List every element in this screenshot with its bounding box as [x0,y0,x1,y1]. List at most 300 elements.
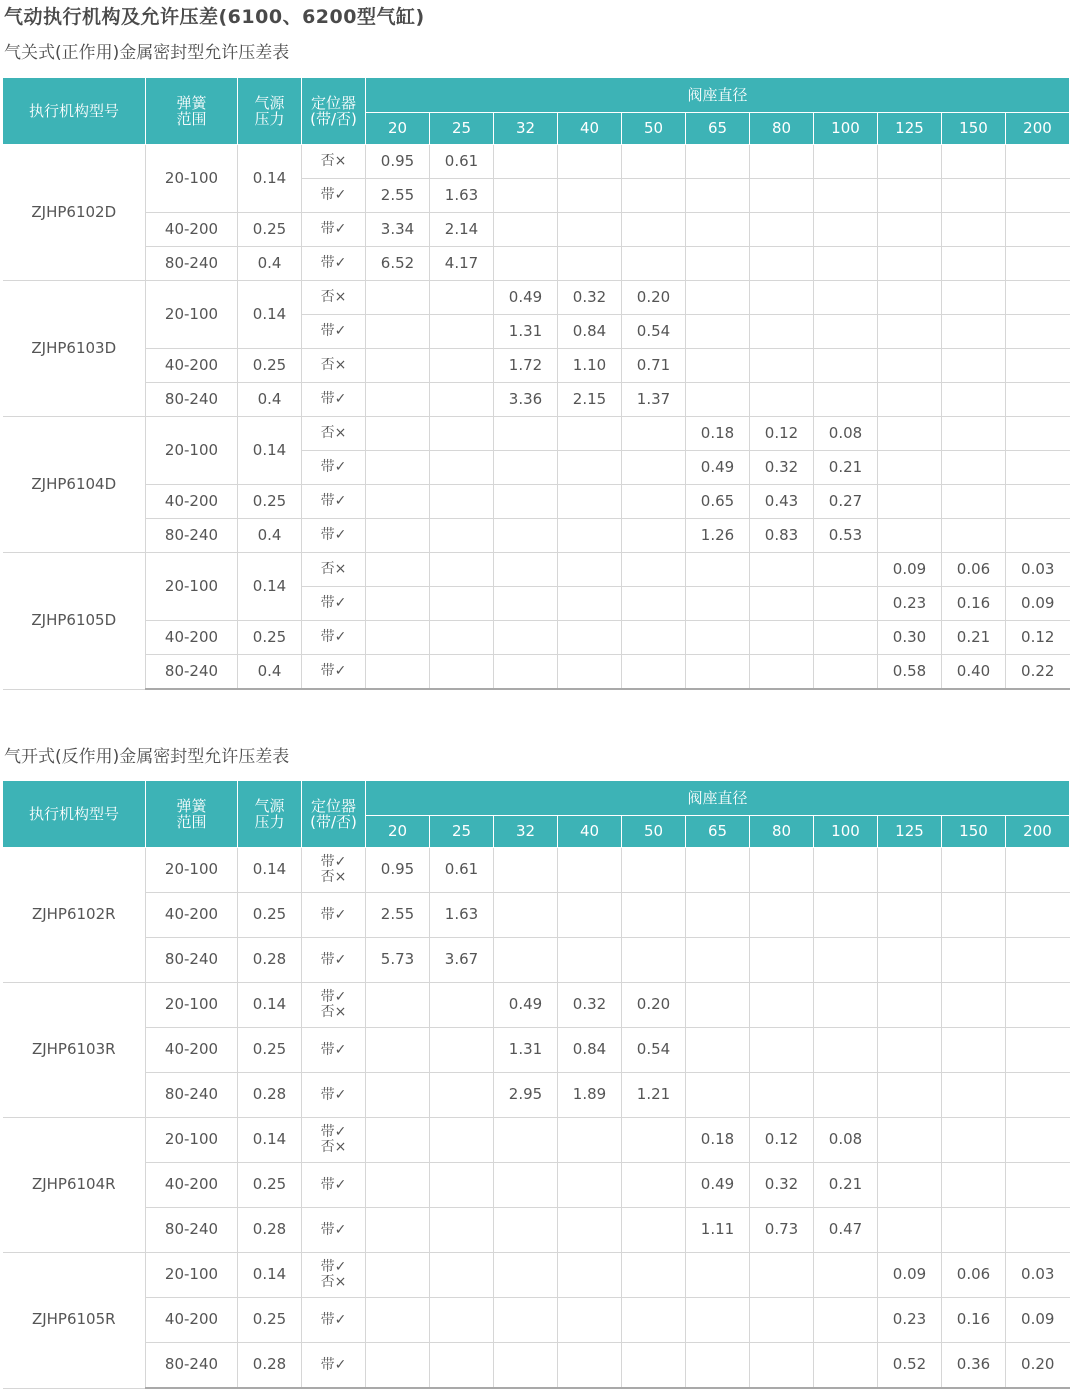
positioner-cell: 带✓ [302,451,366,485]
table1-subtitle: 气关式(正作用)金属密封型允许压差表 [4,43,290,63]
value-cell [750,349,814,383]
value-cell: 0.54 [622,315,686,349]
value-cell [558,893,622,938]
value-cell [494,451,558,485]
value-cell [686,938,750,983]
value-cell [814,655,878,690]
header-size-125: 125 [878,113,942,145]
value-cell [622,1253,686,1298]
positioner-option: 带✓ [320,989,347,1006]
value-cell [750,983,814,1028]
value-cell [942,281,1006,315]
positioner-cell: 带✓ [302,247,366,281]
value-cell [814,281,878,315]
value-cell [942,349,1006,383]
value-cell [942,145,1006,179]
value-cell: 0.49 [686,451,750,485]
air-pressure-cell: 0.14 [238,983,302,1028]
value-cell [878,1073,942,1118]
value-cell [366,315,430,349]
value-cell [558,553,622,587]
table-row [3,848,1070,893]
value-cell [366,1343,430,1389]
value-cell [366,281,430,315]
value-cell [942,983,1006,1028]
value-cell: 0.21 [942,621,1006,655]
positioner-cell: 带✓ [302,621,366,655]
spring-range-cell: 20-100 [146,145,238,213]
value-cell: 0.58 [878,655,942,690]
value-cell: 1.63 [430,893,494,938]
value-cell [558,485,622,519]
value-cell [686,247,750,281]
value-cell [878,315,942,349]
value-cell [750,655,814,690]
value-cell [366,349,430,383]
value-cell [1006,1163,1070,1208]
value-cell [622,1343,686,1389]
value-cell [942,451,1006,485]
value-cell: 1.72 [494,349,558,383]
value-cell: 0.12 [1006,621,1070,655]
header-seat-diameter: 阀座直径 [366,781,1070,816]
value-cell: 0.23 [878,1298,942,1343]
table-row [3,281,1070,315]
value-cell [814,1028,878,1073]
table-row [3,655,1070,690]
value-cell [942,1118,1006,1163]
model-cell: ZJHP6103R [3,983,146,1118]
value-cell [622,247,686,281]
value-cell: 0.30 [878,621,942,655]
air-pressure-cell: 0.14 [238,1118,302,1163]
value-cell [878,983,942,1028]
positioner-cell: 带✓ [302,587,366,621]
value-cell [494,1163,558,1208]
positioner-cell: 带✓ [302,655,366,690]
positioner-cell [302,1298,366,1343]
table-row [3,383,1070,417]
value-cell: 0.49 [494,281,558,315]
spring-range-cell: 40-200 [146,621,238,655]
page-title: 气动执行机构及允许压差(6100、6200型气缸) [4,6,425,28]
value-cell: 0.22 [1006,655,1070,690]
value-cell [686,1073,750,1118]
value-cell [878,383,942,417]
table-row [3,1298,1070,1343]
spring-range-cell: 80-240 [146,247,238,281]
value-cell [494,848,558,893]
value-cell [366,655,430,690]
value-cell [686,655,750,690]
value-cell: 3.67 [430,938,494,983]
value-cell [558,655,622,690]
model-cell: ZJHP6104R [3,1118,146,1253]
positioner-option: 带✓ [320,1311,347,1328]
value-cell [942,893,1006,938]
header-size-80: 80 [750,113,814,145]
spring-range-cell: 40-200 [146,893,238,938]
positioner-option: 否× [320,1274,347,1290]
value-cell [494,179,558,213]
air-pressure-cell: 0.25 [238,213,302,247]
value-cell [878,179,942,213]
value-cell [814,893,878,938]
air-pressure-cell: 0.14 [238,145,302,213]
value-cell: 0.84 [558,1028,622,1073]
positioner-cell [302,1028,366,1073]
value-cell: 0.18 [686,417,750,451]
positioner-option: 否× [320,1004,347,1020]
positioner-cell: 带✓ [302,383,366,417]
value-cell [814,145,878,179]
header-size-20: 20 [366,816,430,848]
value-cell [430,983,494,1028]
value-cell [1006,1208,1070,1253]
value-cell [558,587,622,621]
value-cell [558,451,622,485]
value-cell [1006,315,1070,349]
value-cell [878,417,942,451]
air-pressure-cell: 0.4 [238,519,302,553]
table-row [3,1208,1070,1253]
header-size-200: 200 [1006,816,1070,848]
value-cell [1006,893,1070,938]
value-cell [686,145,750,179]
value-cell [1006,848,1070,893]
value-cell [494,1343,558,1389]
air-pressure-cell: 0.28 [238,1343,302,1389]
header-size-40: 40 [558,113,622,145]
positioner-option: 带✓ [320,1124,347,1141]
value-cell [686,213,750,247]
value-cell: 0.40 [942,655,1006,690]
air-pressure-cell: 0.14 [238,417,302,485]
value-cell: 0.20 [1006,1343,1070,1389]
positioner-option: 带✓ [320,1041,347,1058]
positioner-cell: 否× [302,281,366,315]
value-cell [1006,1118,1070,1163]
value-cell [1006,1073,1070,1118]
value-cell [622,1118,686,1163]
value-cell: 1.10 [558,349,622,383]
value-cell [750,893,814,938]
value-cell [622,553,686,587]
value-cell [494,213,558,247]
spring-range-cell: 20-100 [146,983,238,1028]
value-cell: 0.52 [878,1343,942,1389]
positioner-option: 带✓ [320,1221,347,1238]
table-row [3,213,1070,247]
positioner-cell [302,893,366,938]
value-cell [366,1073,430,1118]
value-cell: 0.27 [814,485,878,519]
spring-range-cell: 20-100 [146,1253,238,1298]
value-cell [942,179,1006,213]
value-cell [366,983,430,1028]
value-cell [494,1118,558,1163]
value-cell [878,938,942,983]
value-cell [430,349,494,383]
value-cell [558,1208,622,1253]
value-cell [430,1118,494,1163]
value-cell: 0.36 [942,1343,1006,1389]
value-cell [366,519,430,553]
value-cell: 0.20 [622,281,686,315]
value-cell [686,1028,750,1073]
value-cell [750,587,814,621]
header-size-40: 40 [558,816,622,848]
value-cell: 0.95 [366,145,430,179]
value-cell [622,1208,686,1253]
air-pressure-cell: 0.25 [238,1028,302,1073]
value-cell: 0.61 [430,145,494,179]
value-cell [430,1028,494,1073]
value-cell [558,1343,622,1389]
table2-header-row [3,781,1070,816]
value-cell [494,485,558,519]
value-cell [1006,247,1070,281]
header-size-65: 65 [686,816,750,848]
spring-range-cell: 80-240 [146,938,238,983]
value-cell: 3.36 [494,383,558,417]
value-cell: 0.95 [366,848,430,893]
spring-range-cell: 40-200 [146,1163,238,1208]
model-cell: ZJHP6105R [3,1253,146,1389]
value-cell [878,1028,942,1073]
table-row [3,485,1070,519]
value-cell [622,893,686,938]
positioner-option: 带✓ [320,1259,347,1276]
value-cell [430,485,494,519]
value-cell [686,587,750,621]
value-cell [686,553,750,587]
value-cell [686,621,750,655]
value-cell [430,451,494,485]
header-size-150: 150 [942,816,1006,848]
value-cell: 0.32 [558,983,622,1028]
value-cell [494,1253,558,1298]
value-cell [750,247,814,281]
value-cell [366,1163,430,1208]
table-row [3,938,1070,983]
value-cell [878,1208,942,1253]
air-pressure-cell: 0.4 [238,247,302,281]
value-cell [494,553,558,587]
value-cell [750,938,814,983]
value-cell: 6.52 [366,247,430,281]
value-cell: 0.09 [878,553,942,587]
value-cell [622,938,686,983]
value-cell [622,655,686,690]
positioner-cell [302,983,366,1028]
value-cell [942,848,1006,893]
table-row [3,1118,1070,1163]
value-cell [878,1118,942,1163]
positioner-cell: 否× [302,145,366,179]
air-pressure-cell: 0.25 [238,485,302,519]
positioner-cell: 带✓ [302,315,366,349]
value-cell [942,1028,1006,1073]
value-cell: 0.09 [1006,587,1070,621]
air-pressure-cell: 0.14 [238,1253,302,1298]
air-pressure-cell: 0.14 [238,848,302,893]
value-cell [558,1298,622,1343]
value-cell: 0.49 [686,1163,750,1208]
value-cell: 1.26 [686,519,750,553]
spring-range-cell: 20-100 [146,553,238,621]
value-cell [686,893,750,938]
value-cell [942,383,1006,417]
value-cell [814,349,878,383]
value-cell: 2.15 [558,383,622,417]
air-pressure-cell: 0.25 [238,893,302,938]
value-cell [942,1073,1006,1118]
model-cell: ZJHP6104D [3,417,146,553]
value-cell: 0.06 [942,553,1006,587]
spring-range-cell: 80-240 [146,1073,238,1118]
value-cell [878,485,942,519]
value-cell [814,1343,878,1389]
value-cell [366,1253,430,1298]
value-cell [750,213,814,247]
value-cell: 0.49 [494,983,558,1028]
value-cell: 0.32 [558,281,622,315]
value-cell [558,247,622,281]
spring-range-cell: 80-240 [146,519,238,553]
table-row [3,893,1070,938]
air-pressure-cell: 0.4 [238,383,302,417]
value-cell [686,349,750,383]
value-cell [366,451,430,485]
header-size-32: 32 [494,816,558,848]
positioner-option: 否× [320,1139,347,1155]
table-row [3,519,1070,553]
value-cell [686,848,750,893]
value-cell [622,519,686,553]
value-cell [430,1298,494,1343]
value-cell [430,417,494,451]
value-cell [686,179,750,213]
header-air-pressure: 气源压力 [238,78,302,145]
value-cell: 1.37 [622,383,686,417]
value-cell [494,145,558,179]
pressure-table-air-close [2,77,1070,690]
value-cell [622,485,686,519]
value-cell [750,145,814,179]
header-size-150: 150 [942,113,1006,145]
value-cell [494,1208,558,1253]
table-row [3,349,1070,383]
value-cell: 0.53 [814,519,878,553]
value-cell [494,519,558,553]
value-cell [942,1163,1006,1208]
value-cell [366,383,430,417]
value-cell [494,587,558,621]
value-cell [366,587,430,621]
spring-range-cell: 80-240 [146,655,238,690]
value-cell [750,1028,814,1073]
table-row [3,553,1070,587]
value-cell: 1.31 [494,1028,558,1073]
value-cell [878,281,942,315]
value-cell: 0.21 [814,1163,878,1208]
value-cell [814,587,878,621]
value-cell [878,213,942,247]
value-cell [878,247,942,281]
positioner-cell [302,1073,366,1118]
value-cell: 0.16 [942,587,1006,621]
value-cell [1006,213,1070,247]
spring-range-cell: 20-100 [146,848,238,893]
spring-range-cell: 40-200 [146,485,238,519]
value-cell: 0.03 [1006,553,1070,587]
air-pressure-cell: 0.14 [238,281,302,349]
value-cell: 1.63 [430,179,494,213]
positioner-cell [302,1208,366,1253]
value-cell [366,1028,430,1073]
value-cell [878,145,942,179]
positioner-cell: 带✓ [302,179,366,213]
header-size-100: 100 [814,816,878,848]
table-row [3,621,1070,655]
value-cell: 0.83 [750,519,814,553]
value-cell [686,383,750,417]
positioner-option: 带✓ [320,906,347,923]
value-cell [430,1343,494,1389]
value-cell [686,1298,750,1343]
value-cell [366,1298,430,1343]
value-cell [750,383,814,417]
value-cell [750,621,814,655]
value-cell [622,587,686,621]
value-cell: 0.16 [942,1298,1006,1343]
value-cell [558,1163,622,1208]
positioner-cell [302,1118,366,1163]
value-cell [366,621,430,655]
value-cell [430,1208,494,1253]
value-cell [686,983,750,1028]
header-size-25: 25 [430,113,494,145]
value-cell: 0.08 [814,1118,878,1163]
value-cell [814,247,878,281]
header-positioner: 定位器(带/否) [302,78,366,145]
value-cell [622,621,686,655]
value-cell [430,553,494,587]
air-pressure-cell: 0.25 [238,621,302,655]
value-cell [494,247,558,281]
value-cell [622,417,686,451]
value-cell [814,383,878,417]
value-cell [942,519,1006,553]
value-cell [1006,179,1070,213]
value-cell: 0.32 [750,451,814,485]
value-cell [430,1253,494,1298]
positioner-cell [302,1163,366,1208]
value-cell: 1.21 [622,1073,686,1118]
value-cell [814,621,878,655]
air-pressure-cell: 0.25 [238,1163,302,1208]
value-cell [1006,983,1070,1028]
value-cell [814,553,878,587]
spring-range-cell: 20-100 [146,281,238,349]
value-cell [494,1298,558,1343]
value-cell [750,1298,814,1343]
value-cell [558,1118,622,1163]
value-cell: 2.14 [430,213,494,247]
positioner-option: 带✓ [320,1176,347,1193]
value-cell [942,485,1006,519]
